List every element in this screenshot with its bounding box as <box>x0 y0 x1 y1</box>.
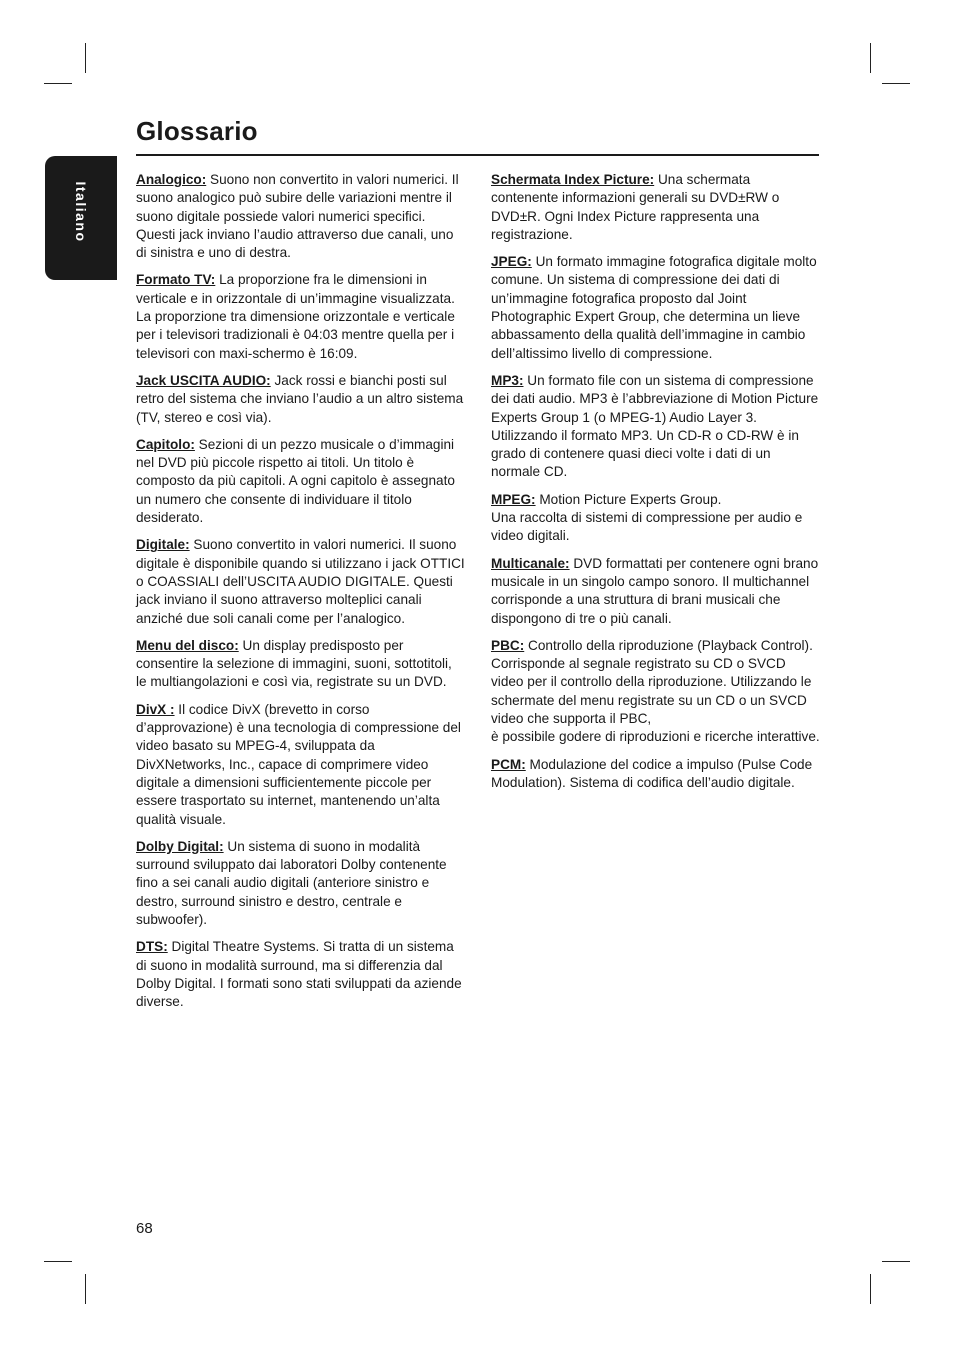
glossary-definition: Un formato file con un sistema di compressione dei dati audio. MP3 è l’abbreviazione di Motion Picture Experts Group 1 (o MPEG-1) Audio Layer 3. Utilizzando il formato MP3. Un CD-R o CD-RW è in grado di contenere quasi dieci volte i dati di un normale CD. <box>491 372 819 480</box>
glossary-entry <box>136 171 466 262</box>
glossary-entry <box>491 555 821 628</box>
glossary-column-right <box>491 171 821 801</box>
glossary-entry <box>136 938 466 1011</box>
glossary-term: Menu del disco: <box>136 637 239 653</box>
glossary-entry <box>136 436 466 527</box>
glossary-entry <box>491 372 821 482</box>
glossary-definition: Un display predisposto per consentire la selezione di immagini, suoni, sottotitoli, le multiangolazioni e così via, registrate su un DVD. <box>136 637 452 690</box>
glossary-term: MP3: <box>491 372 524 388</box>
glossary-definition: DVD formattati per contenere ogni brano musicale in un singolo campo sonoro. Il multichannel corrisponde a una struttura di brani musicali che dispongono di tre o più canali. <box>491 555 819 626</box>
crop-mark <box>85 1274 86 1304</box>
glossary-term: Digitale: <box>136 537 190 553</box>
glossary-term: Dolby Digital: <box>136 838 224 854</box>
glossary-term: PBC: <box>491 637 525 653</box>
glossary-definition: Un formato immagine fotografica digitale molto comune. Un sistema di compressione dei dati di un’immagine fotografica proposto dal Joint Photographic Expert Group, che determina un lieve abbassamento della qualità dell’immagine in cambio dell’altissimo livello di compressione. <box>491 254 817 361</box>
crop-mark <box>870 1274 871 1304</box>
glossary-term: MPEG: <box>491 491 536 507</box>
crop-mark <box>85 43 86 73</box>
glossary-term: Schermata Index Picture: <box>491 172 655 187</box>
glossary-entry <box>136 701 466 829</box>
glossary-term: Multicanale: <box>491 555 570 571</box>
glossary-column-left <box>136 171 466 1020</box>
glossary-entry <box>491 637 821 747</box>
glossary-definition: Il codice DivX (brevetto in corso d’approvazione) è una tecnologia di compressione del video basato su MPEG-4, sviluppata da DivXNetworks, Inc., capace di comprimere video digitale a dimensioni sufficientemente piccole per essere trasportato su internet, mantenendo un’alta qualità visuale. <box>136 701 461 827</box>
glossary-term: PCM: <box>491 756 526 772</box>
crop-mark <box>870 43 871 73</box>
glossary-definition: Suono convertito in valori numerici. Il suono digitale è disponibile quando si utilizzano i jack OTTICI o COASSIALI dell’USCITA AUDIO DIGITALE. Questi jack inviano il suono attraverso molteplici canali anziché due soli canali come per l’analogico. <box>136 537 465 626</box>
glossary-entry <box>136 372 466 427</box>
glossary-definition: Sezioni di un pezzo musicale o d’immagini nel DVD più piccole rispetto ai titoli. Un titolo è composto da più capitoli. A ogni capitolo è assegnato un numero che consente di individuare il titolo desiderato. <box>136 436 455 526</box>
glossary-entry <box>491 171 821 244</box>
crop-mark <box>882 83 910 84</box>
glossary-definition: Suono non convertito in valori numerici. Il suono analogico può subire delle variazioni mentre il suono digitale possiede valori numerici specifici. Questi jack inviano l’audio attraverso due canali, uno di sinistra e uno di destra. <box>136 172 459 261</box>
glossary-definition: Digital Theatre Systems. Si tratta di un sistema di suono in modalità surround, ma si differenzia dal Dolby Digital. I formati sono stati sviluppati da aziende diverse. <box>136 939 462 1010</box>
page-number: 68 <box>136 1220 153 1237</box>
glossary-term: Jack USCITA AUDIO: <box>136 372 271 388</box>
glossary-definition: Motion Picture Experts Group. Una raccolta di sistemi di compressione per audio e video digitali. <box>491 491 803 544</box>
crop-mark <box>44 83 72 84</box>
glossary-term: Formato TV: <box>136 272 216 288</box>
glossary-definition: Modulazione del codice a impulso (Pulse Code Modulation). Sistema di codifica dell’audio digitale. <box>491 756 813 790</box>
glossary-definition: Jack rossi e bianchi posti sul retro del sistema che inviano l’audio a un altro sistema (TV, stereo e così via). <box>136 372 464 425</box>
title-divider <box>136 154 819 156</box>
language-tab <box>45 156 117 280</box>
glossary-entry <box>491 756 821 793</box>
glossary-definition: Un sistema di suono in modalità surround sviluppato dai laboratori Dolby contenente fino a sei canali audio digitali (anteriore sinistro e destro, surround sinistro e destro, centrale e subwoofer). <box>136 838 447 927</box>
glossary-term: DTS: <box>136 939 168 955</box>
glossary-term: JPEG: <box>491 254 532 270</box>
glossary-entry <box>136 637 466 692</box>
glossary-term: DivX : <box>136 701 175 717</box>
glossary-entry <box>136 838 466 929</box>
glossary-entry <box>136 536 466 627</box>
crop-mark <box>44 1261 72 1262</box>
page-title: Glossario <box>136 116 258 146</box>
glossary-definition: Una schermata contenente informazioni generali su DVD±RW o DVD±R. Ogni Index Picture rappresenta una registrazione. <box>491 172 780 242</box>
crop-mark <box>882 1261 910 1262</box>
glossary-definition: La proporzione fra le dimensioni in verticale e in orizzontale di un’immagine visualizzata. La proporzione tra dimensione orizzontale e verticale per i televisori tradizionali è 04:03 mentre quella per i televisori con maxi-schermo è 16:09. <box>136 272 455 361</box>
glossary-entry <box>136 271 466 362</box>
glossary-term: Capitolo: <box>136 436 195 452</box>
glossary-definition: Controllo della riproduzione (Playback Control). Corrisponde al segnale registrato su CD o SVCD video per il controllo della riproduzione. Utilizzando le schermate del menu registrate su un CD o un SVCD video che supporta il PBC, è possibile godere di riproduzioni e ricerche interattive. <box>491 637 820 745</box>
glossary-entry <box>491 253 821 363</box>
language-tab-label: Italiano <box>73 181 89 243</box>
glossary-term: Analogico: <box>136 172 207 187</box>
glossary-entry <box>491 491 821 546</box>
